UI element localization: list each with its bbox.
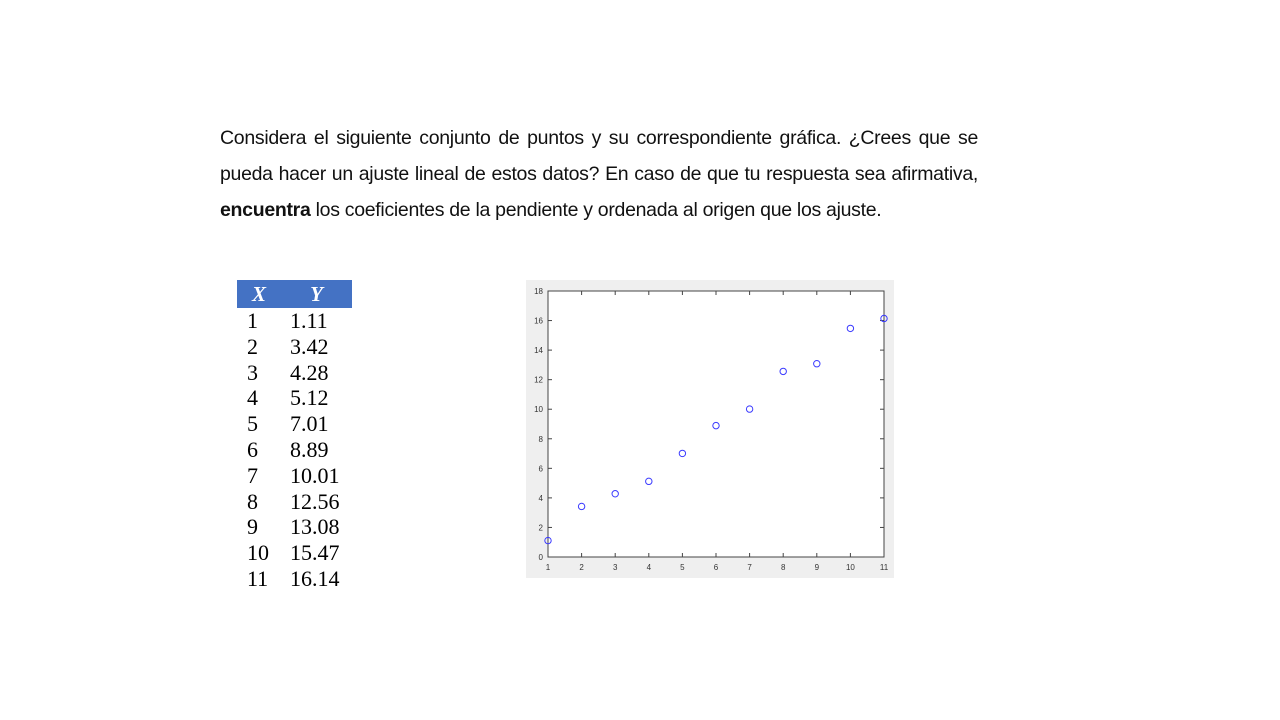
y-tick-label: 10 — [534, 405, 543, 415]
x-tick-label: 3 — [612, 563, 618, 572]
y-tick-label: 8 — [538, 434, 543, 444]
table-row — [237, 360, 352, 386]
plot-area — [548, 291, 884, 557]
table-row — [237, 489, 352, 515]
table-cell-x: 3 — [247, 359, 258, 385]
table-cell-x: 10 — [247, 540, 269, 566]
table-row — [237, 566, 352, 592]
problem-statement — [220, 120, 978, 228]
table-row — [237, 411, 352, 437]
table-cell-y: 12.56 — [290, 488, 340, 514]
x-tick-label: 4 — [646, 563, 652, 572]
table-row — [237, 334, 352, 360]
problem-text-bold: encuentra — [220, 199, 311, 221]
table-cell-y: 10.01 — [290, 462, 340, 488]
scatter-plot-frame — [526, 280, 894, 578]
table-header-row — [237, 280, 352, 308]
scatter-plot — [526, 280, 894, 578]
problem-text-part1: Considera el siguiente conjunto de puntos y su correspondiente gráfica. ¿Crees que se pueda hacer un ajuste lineal de estos datos? En caso de que tu respuesta sea afirmativa, — [220, 127, 978, 185]
table-cell-y: 1.11 — [290, 308, 328, 333]
table-cell-x: 4 — [247, 385, 258, 411]
table-cell-y: 13.08 — [290, 514, 340, 540]
table-cell-x: 5 — [247, 411, 258, 437]
x-tick-label: 2 — [579, 563, 584, 572]
y-tick-label: 12 — [534, 375, 543, 385]
table-row — [237, 437, 352, 463]
table-cell-y: 7.01 — [290, 411, 329, 437]
table-cell-x: 7 — [247, 462, 258, 488]
x-tick-label: 6 — [713, 563, 719, 572]
table-cell-x: 11 — [247, 565, 269, 591]
x-tick-label: 9 — [814, 563, 820, 572]
x-tick-label: 8 — [780, 563, 786, 572]
table-cell-x: 1 — [247, 308, 258, 333]
table-cell-x: 9 — [247, 514, 258, 540]
x-tick-label: 10 — [845, 563, 855, 572]
y-tick-label: 2 — [538, 523, 543, 533]
table-row — [237, 385, 352, 411]
table-cell-y: 4.28 — [290, 359, 329, 385]
data-table — [237, 280, 352, 592]
table-row — [237, 308, 352, 334]
x-tick-label: 5 — [680, 563, 685, 572]
table-row — [237, 463, 352, 489]
x-tick-label: 1 — [545, 563, 551, 572]
y-tick-label: 16 — [534, 316, 543, 326]
table-row — [237, 514, 352, 540]
table-row — [237, 540, 352, 566]
table-cell-y: 15.47 — [290, 540, 340, 566]
y-tick-label: 6 — [538, 464, 543, 474]
y-tick-label: 18 — [534, 287, 543, 296]
table-header-x: X — [237, 280, 281, 308]
table-cell-x: 2 — [247, 333, 258, 359]
table-cell-x: 6 — [247, 436, 258, 462]
y-tick-label: 0 — [538, 553, 543, 562]
table-header-y: Y — [281, 280, 352, 308]
table-cell-x: 8 — [247, 488, 258, 514]
table-cell-y: 3.42 — [290, 333, 329, 359]
problem-text-part2: los coeficientes de la pendiente y ordenada al origen que los ajuste. — [310, 199, 882, 221]
x-tick-label: 11 — [879, 563, 889, 572]
x-tick-label: 7 — [747, 563, 752, 572]
y-tick-label: 4 — [538, 493, 543, 503]
y-tick-label: 14 — [534, 346, 543, 356]
table-cell-y: 16.14 — [290, 565, 340, 591]
table-cell-y: 5.12 — [290, 385, 329, 411]
table-cell-y: 8.89 — [290, 436, 329, 462]
